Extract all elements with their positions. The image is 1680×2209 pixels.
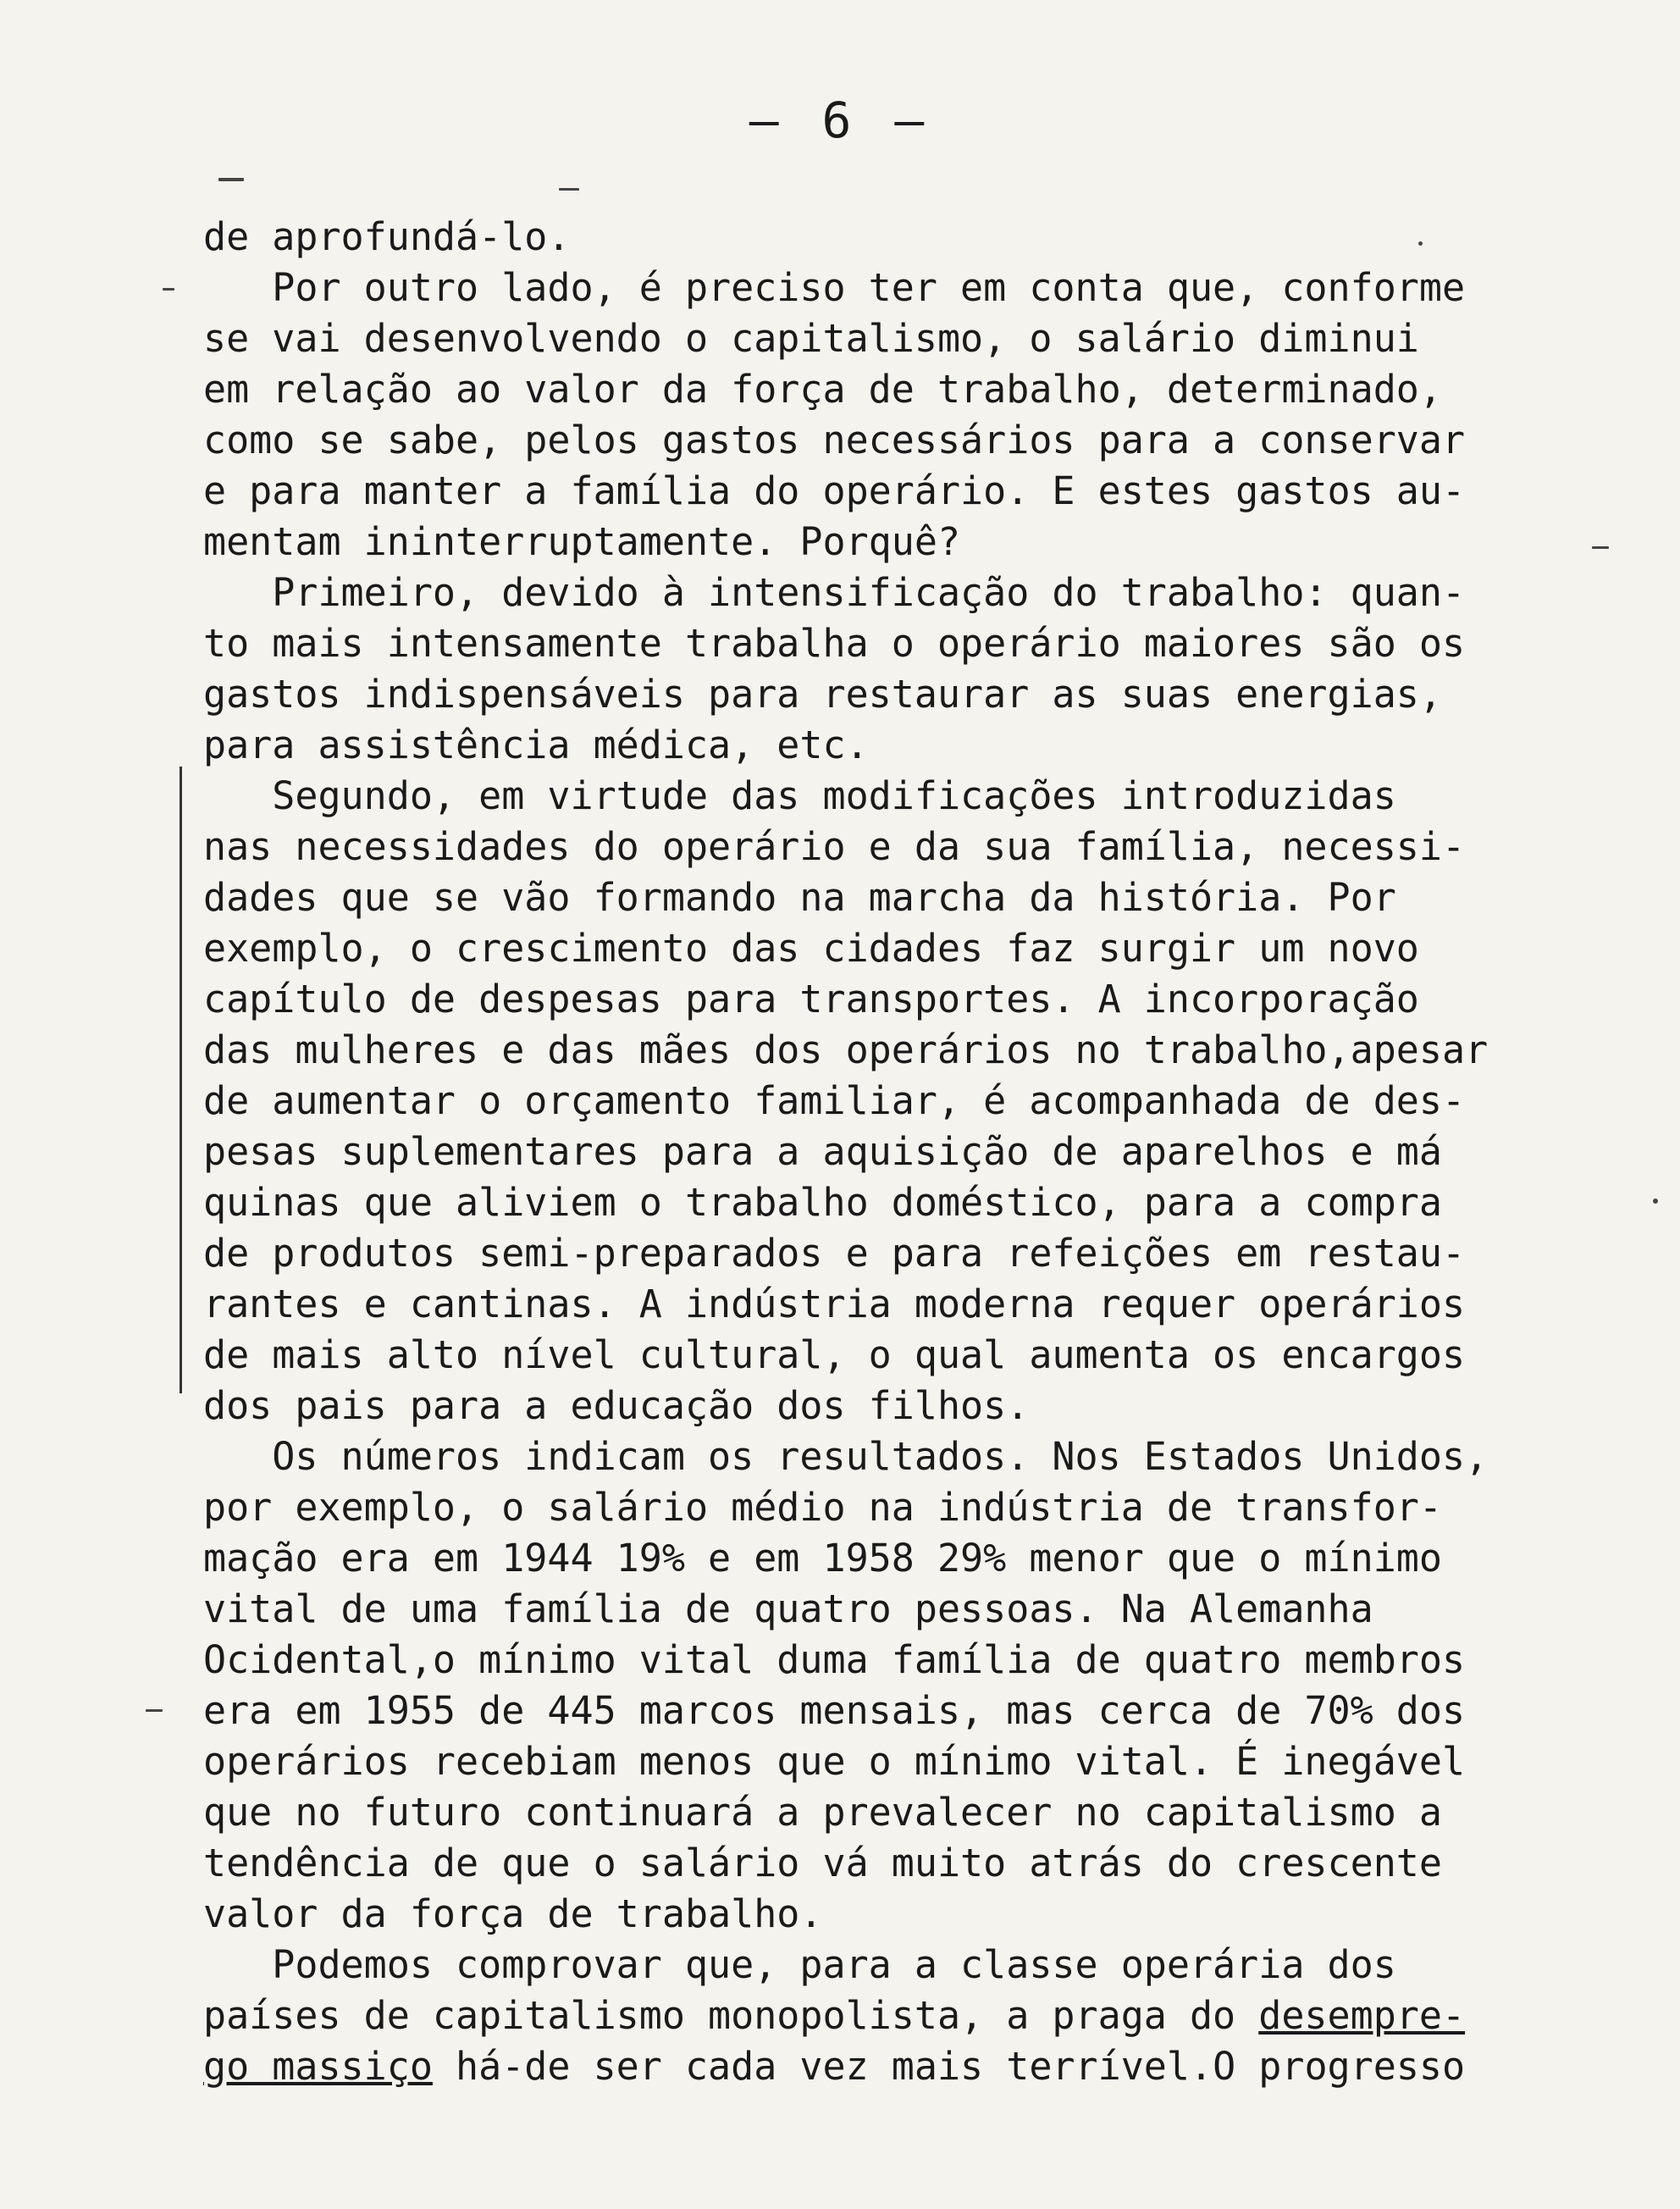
- text-line: de produtos semi-preparados e para refeições em restau-: [203, 1231, 1466, 1276]
- text-line: era em 1955 de 445 marcos mensais, mas cerca de 70% dos: [203, 1688, 1466, 1733]
- text-line: Por outro lado, é preciso ter em conta que, conforme: [203, 265, 1466, 310]
- text-line: rantes e cantinas. A indústria moderna requer operários: [203, 1282, 1466, 1326]
- text-line: por exemplo, o salário médio na indústria de transfor-: [203, 1485, 1442, 1530]
- text-line: em relação ao valor da força de trabalho, determinado,: [203, 367, 1442, 412]
- text-line: exemplo, o crescimento das cidades faz surgir um novo: [203, 926, 1419, 971]
- text-line: que no futuro continuará a prevalecer no capitalismo a: [203, 1790, 1442, 1835]
- margin-mark-line: [180, 767, 182, 1393]
- text-line: de mais alto nível cultural, o qual aumenta os encargos: [203, 1332, 1466, 1377]
- text-line: quinas que aliviem o trabalho doméstico, para a compra: [203, 1180, 1442, 1225]
- text-line: mação era em 1944 19% e em 1958 29% menor que o mínimo: [203, 1536, 1442, 1581]
- text-line-rest: há-de ser cada vez mais terrível.O progresso: [432, 2044, 1466, 2089]
- text-line: vital de uma família de quatro pessoas. Na Alemanha: [203, 1586, 1373, 1631]
- scan-speck: [1418, 241, 1423, 246]
- text-line: Podemos comprovar que, para a classe operária dos: [203, 1942, 1396, 1987]
- underlined-term: desempre-: [1258, 1993, 1466, 2038]
- text-line: Segundo, em virtude das modificações introduzidas: [203, 773, 1396, 818]
- page-number: – 6 –: [749, 91, 931, 149]
- text-line: se vai desenvolvendo o capitalismo, o salário diminui: [203, 316, 1419, 361]
- text-line: países de capitalismo monopolista, a praga do desempre-: [203, 1993, 1466, 2038]
- text-line: para assistência médica, etc.: [203, 722, 869, 767]
- text-line: das mulheres e das mães dos operários no trabalho,apesar: [203, 1027, 1489, 1072]
- text-line: Ocidental,o mínimo vital duma família de quatro membros: [203, 1637, 1466, 1682]
- scan-speck: [218, 178, 244, 181]
- underlined-term: go massiço: [203, 2044, 433, 2089]
- text-line: [203, 2041, 1609, 2092]
- scan-speck: [163, 288, 174, 291]
- document-body: [203, 212, 1609, 2092]
- text-line: mentam ininterruptamente. Porquê?: [203, 519, 961, 564]
- text-line: valor da força de trabalho.: [203, 1891, 823, 1936]
- text-line: pesas suplementares para a aquisição de aparelhos e má: [203, 1129, 1442, 1174]
- text-line: dades que se vão formando na marcha da história. Por: [203, 875, 1396, 920]
- text-line: dos pais para a educação dos filhos.: [203, 1383, 1030, 1428]
- text-line: nas necessidades do operário e da sua família, necessi-: [203, 824, 1466, 869]
- text-line: de aprofundá-lo.: [203, 214, 571, 259]
- text-line: Primeiro, devido à intensificação do trabalho: quan-: [203, 570, 1466, 615]
- text-line: gastos indispensáveis para restaurar as suas energias,: [203, 672, 1442, 717]
- scan-speck: [1592, 546, 1609, 549]
- text-line: capítulo de despesas para transportes. A incorporação: [203, 977, 1419, 1021]
- scan-speck: [559, 188, 579, 191]
- text-line: to mais intensamente trabalha o operário maiores são os: [203, 621, 1466, 666]
- scan-speck: [1653, 1199, 1658, 1204]
- text-line: Os números indicam os resultados. Nos Estados Unidos,: [203, 1434, 1489, 1479]
- text-line: tendência de que o salário vá muito atrás do crescente: [203, 1841, 1442, 1885]
- text-line: de aumentar o orçamento familiar, é acompanhada de des-: [203, 1078, 1466, 1123]
- text-line: como se sabe, pelos gastos necessários para a conservar: [203, 418, 1466, 462]
- text-line: operários recebiam menos que o mínimo vital. É inegável: [203, 1739, 1466, 1784]
- text-line: e para manter a família do operário. E estes gastos au-: [203, 468, 1466, 513]
- scan-speck: [146, 1709, 163, 1712]
